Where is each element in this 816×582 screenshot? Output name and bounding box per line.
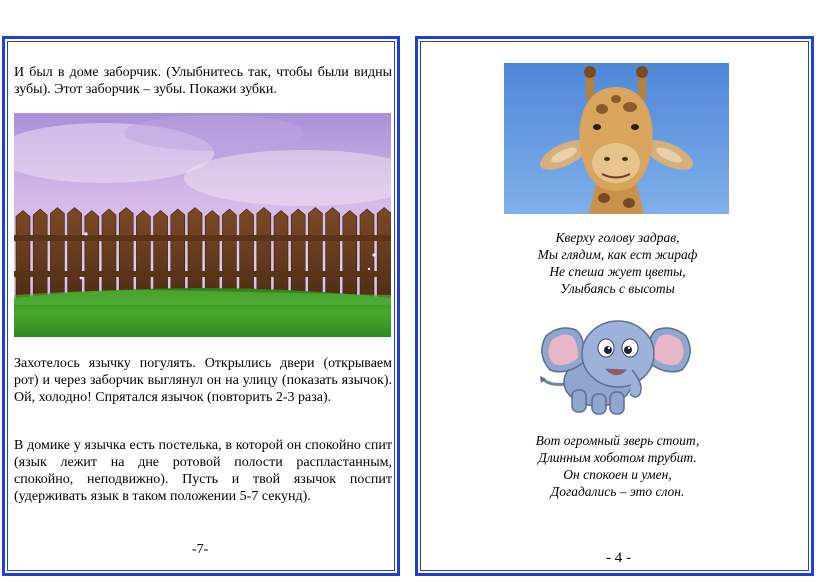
giraffe-picture <box>504 63 729 214</box>
poem-line: Мы глядим, как ест жираф <box>537 247 698 262</box>
paragraph-tongue-sleep: В домике у язычка есть постелька, в которой он спокойно спит (язык лежит на дне ротовой полости распластанным, спокойно, неподвижно). Пусть и твой язычок поспит (удерживать язык в таком положении 5-7 секунд). <box>14 438 392 504</box>
fence-plank <box>16 211 30 304</box>
fence-plank <box>102 209 116 303</box>
fence-plank <box>85 211 99 304</box>
poem-line: Вот огромный зверь стоит, <box>535 433 700 448</box>
poem-line: Улыбаясь с высоты <box>560 281 675 296</box>
fence-plank <box>377 208 391 304</box>
fence-picture <box>14 113 391 337</box>
fence-plank <box>257 208 271 304</box>
fence-plank <box>291 209 305 303</box>
fence-plank <box>50 208 64 304</box>
paragraph-fence: И был в доме заборчик. (Улыбнитесь так, чтобы были видны зубы). Этот заборчик – зубы. Покажи зубки. <box>14 65 392 97</box>
elephant-picture <box>536 314 696 419</box>
page-number-left: -7- <box>192 542 209 557</box>
fence-plank <box>274 211 288 304</box>
paragraph-tongue-walk: Захотелось язычку погулять. Открылись двери (открываем рот) и через заборчик выглянул он на улицу (показать язычок). Ой, холодно! Спрятался язычок (повторить 2-3 раза). <box>14 356 392 405</box>
fence-plank <box>326 208 340 304</box>
fence-plank <box>360 209 374 303</box>
fence-plank <box>33 209 47 303</box>
poem-line: Кверху голову задрав, <box>555 230 680 245</box>
fence-plank <box>68 208 82 304</box>
elephant-poem <box>478 432 757 500</box>
fence-plank <box>119 208 133 304</box>
poem-line: Не спеша жует цветы, <box>549 264 686 279</box>
right-page <box>415 36 814 576</box>
poem-line: Догадались – это слон. <box>550 484 685 499</box>
poem-line: Длинным хоботом трубит. <box>538 450 697 465</box>
fence-plank <box>308 208 322 304</box>
poem-line: Он спокоен и умен, <box>563 467 672 482</box>
page-number-right: - 4 - <box>606 550 631 566</box>
giraffe-poem <box>478 229 757 297</box>
fence-plank <box>343 211 357 304</box>
left-page <box>2 36 400 576</box>
